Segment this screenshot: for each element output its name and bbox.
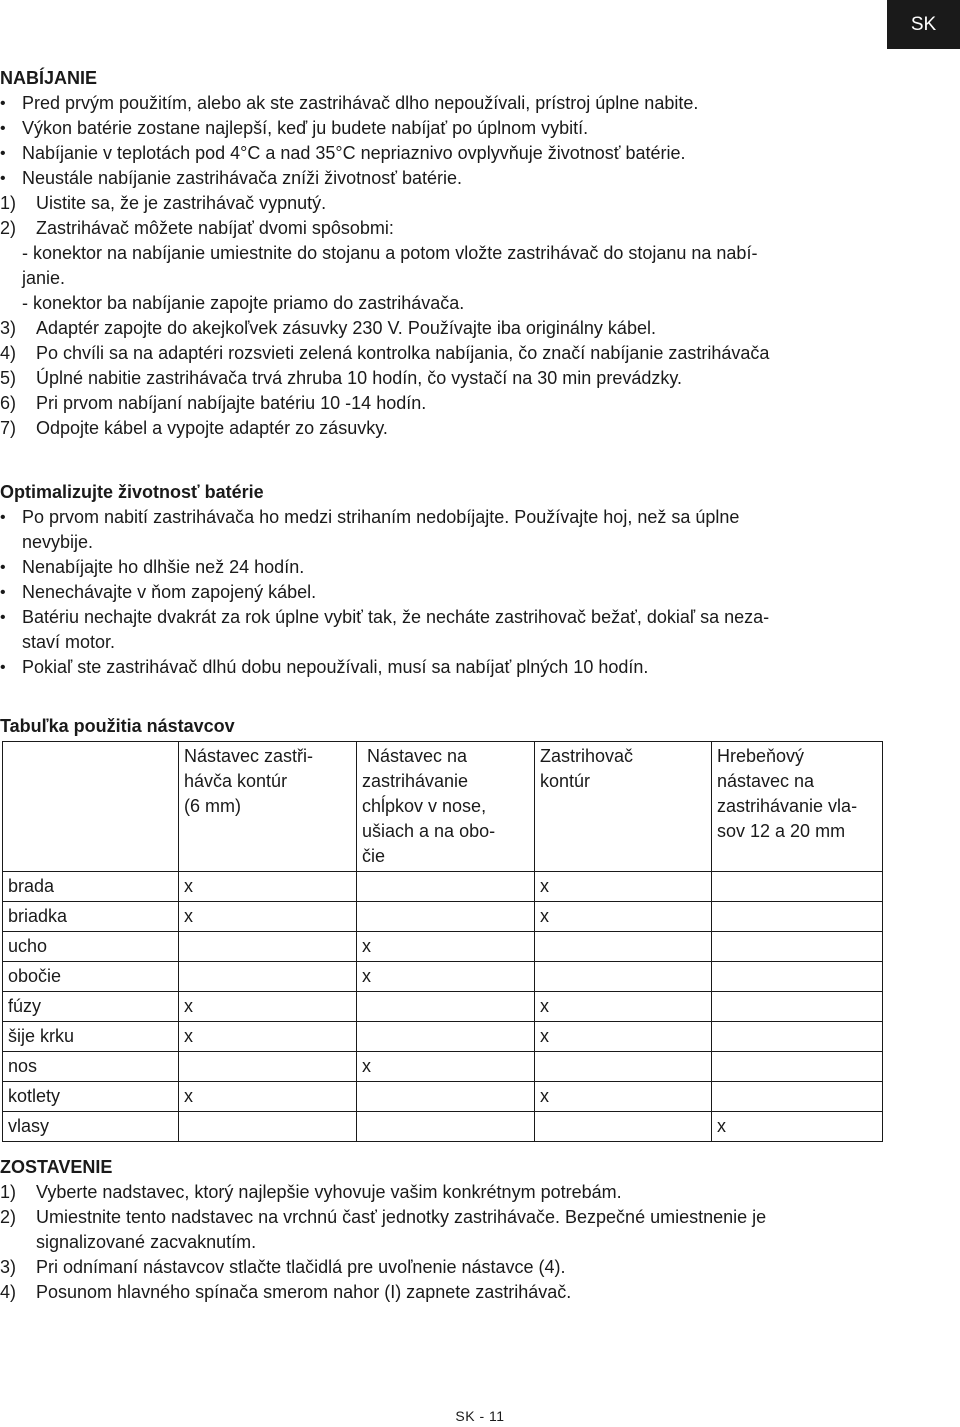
- language-tab: SK: [887, 0, 960, 49]
- step-text: Odpojte kábel a vypojte adaptér zo zásuvky.: [36, 418, 388, 438]
- step-number: 4): [0, 1282, 17, 1302]
- row-cell: x: [535, 992, 712, 1022]
- table-header-empty: [3, 742, 179, 872]
- charging-option-a: - konektor na nabíjanie umiestnite do stojanu a potom vložte zastrihávač do stojanu na nabí-: [22, 243, 758, 263]
- row-cell: [179, 932, 357, 962]
- attachment-table: [2, 741, 883, 1142]
- step-number: 1): [0, 193, 17, 213]
- optimize-section: [0, 480, 900, 680]
- optimize-bullet-cont: nevybije.: [22, 532, 94, 552]
- step-number: 6): [0, 393, 17, 413]
- row-cell: [179, 962, 357, 992]
- table-title: Tabuľka použitia nástavcov: [0, 716, 235, 736]
- row-label: briadka: [3, 902, 179, 932]
- step-text: Pri prvom nabíjaní nabíjajte batériu 10 -14 hodín.: [36, 393, 427, 413]
- row-cell: x: [179, 992, 357, 1022]
- row-cell: [357, 872, 535, 902]
- charging-bullet: • Výkon batérie zostane najlepší, keď ju budete nabíjať po úplnom vybití.: [0, 116, 960, 141]
- step-number: 3): [0, 1257, 17, 1277]
- charging-step: [0, 391, 960, 416]
- table-row: [3, 902, 883, 932]
- charging-step: [0, 366, 960, 391]
- table-row: [3, 932, 883, 962]
- step-text: Adaptér zapojte do akejkoľvek zásuvky 230 V. Používajte iba originálny kábel.: [36, 318, 656, 338]
- header-line: ušiach a na obo-: [362, 821, 496, 841]
- row-cell: [535, 1112, 712, 1142]
- row-label: nos: [3, 1052, 179, 1082]
- row-label: kotlety: [3, 1082, 179, 1112]
- row-label: šije krku: [3, 1022, 179, 1052]
- row-cell: [357, 1022, 535, 1052]
- row-label: fúzy: [3, 992, 179, 1022]
- charging-section: [0, 66, 960, 441]
- row-cell: x: [357, 962, 535, 992]
- header-line: (6 mm): [184, 796, 241, 816]
- row-cell: x: [179, 1082, 357, 1112]
- header-line: Nástavec na: [362, 746, 468, 766]
- step-number: 1): [0, 1182, 17, 1202]
- header-line: Hrebeňový: [717, 746, 805, 766]
- assembly-step: [0, 1180, 900, 1205]
- step-text: Umiestnite tento nadstavec na vrchnú časť jednotky zastrihávače. Bezpečné umiestnenie je: [36, 1207, 767, 1227]
- step-text: Pri odnímaní nástavcov stlačte tlačidlá pre uvoľnenie nástavce (4).: [36, 1257, 566, 1277]
- charging-step: [0, 216, 960, 241]
- row-cell: x: [535, 1022, 712, 1052]
- charging-step: [0, 191, 960, 216]
- row-cell: [357, 902, 535, 932]
- header-line: zastrihávanie vla-: [717, 796, 858, 816]
- row-label: brada: [3, 872, 179, 902]
- header-line: čie: [362, 846, 386, 866]
- step-number: 7): [0, 418, 17, 438]
- row-cell: [712, 992, 883, 1022]
- row-cell: [535, 962, 712, 992]
- table-header-row: [3, 742, 883, 872]
- optimize-bullet: • Batériu nechajte dvakrát za rok úplne vybiť tak, že necháte zastrihovač bežať, dokiaľ sa neza-: [0, 605, 900, 630]
- step-text: signalizované zacvaknutím.: [36, 1232, 257, 1252]
- step-text: Úplné nabitie zastrihávača trvá zhruba 10 hodín, čo vystačí na 30 min prevádzky.: [36, 368, 683, 388]
- row-cell: x: [357, 1052, 535, 1082]
- header-line: nástavec na: [717, 771, 815, 791]
- step-number: 4): [0, 343, 17, 363]
- row-cell: [712, 902, 883, 932]
- table-header-cell: [179, 742, 357, 872]
- assembly-step: [0, 1255, 900, 1280]
- row-cell: [712, 962, 883, 992]
- table-row: [3, 992, 883, 1022]
- step-number: 2): [0, 1207, 17, 1227]
- assembly-section: [0, 1155, 900, 1305]
- header-line: Zastrihovač: [540, 746, 634, 766]
- row-cell: x: [535, 872, 712, 902]
- page-number: SK - 11: [455, 1408, 505, 1424]
- row-cell: [179, 1112, 357, 1142]
- step-text: Uistite sa, že je zastrihávač vypnutý.: [36, 193, 327, 213]
- charging-bullet: • Neustále nabíjanie zastrihávača zníži životnosť batérie.: [0, 166, 960, 191]
- row-label: ucho: [3, 932, 179, 962]
- row-cell: x: [179, 872, 357, 902]
- charging-step: [0, 416, 960, 441]
- table-row: [3, 1082, 883, 1112]
- header-line: hávča kontúr: [184, 771, 288, 791]
- optimize-title: Optimalizujte životnosť batérie: [0, 482, 264, 502]
- table-header-cell: [535, 742, 712, 872]
- charging-step: [0, 341, 960, 366]
- assembly-title: ZOSTAVENIE: [0, 1157, 113, 1177]
- table-row: [3, 872, 883, 902]
- table-row: [3, 1022, 883, 1052]
- optimize-bullet-cont: staví motor.: [22, 632, 116, 652]
- charging-option-a-cont: janie.: [22, 268, 66, 288]
- row-cell: [535, 1052, 712, 1082]
- header-line: chĺpkov v nose,: [362, 796, 487, 816]
- row-cell: x: [712, 1112, 883, 1142]
- row-cell: [712, 1052, 883, 1082]
- charging-bullet: • Nabíjanie v teplotách pod 4°C a nad 35°C nepriaznivo ovplyvňuje životnosť batérie.: [0, 141, 960, 166]
- step-number: 2): [0, 218, 17, 238]
- row-cell: [357, 992, 535, 1022]
- optimize-bullet: • Nenechávajte v ňom zapojený kábel.: [0, 580, 900, 605]
- step-number: 3): [0, 318, 17, 338]
- charging-title: NABÍJANIE: [0, 68, 98, 88]
- assembly-step: [0, 1280, 900, 1305]
- table-row: [3, 1052, 883, 1082]
- charging-option-b: - konektor ba nabíjanie zapojte priamo do zastrihávača.: [22, 293, 465, 313]
- row-cell: [712, 1022, 883, 1052]
- row-cell: x: [535, 1082, 712, 1112]
- optimize-bullet: • Nenabíjajte ho dlhšie než 24 hodín.: [0, 555, 900, 580]
- header-line: kontúr: [540, 771, 591, 791]
- row-cell: [357, 1082, 535, 1112]
- table-header-cell: [712, 742, 883, 872]
- table-header-cell: [357, 742, 535, 872]
- header-line: Nástavec zastři-: [184, 746, 314, 766]
- optimize-bullet: • Pokiaľ ste zastrihávač dlhú dobu nepoužívali, musí sa nabíjať plných 10 hodín.: [0, 655, 900, 680]
- assembly-step: [0, 1205, 900, 1230]
- row-cell: x: [179, 1022, 357, 1052]
- step-text: Zastrihávač môžete nabíjať dvomi spôsobmi:: [36, 218, 394, 238]
- charging-step: [0, 316, 960, 341]
- step-text: Po chvíli sa na adaptéri rozsvieti zelená kontrolka nabíjania, čo značí nabíjanie zastrihávača: [36, 343, 770, 363]
- row-cell: x: [357, 932, 535, 962]
- row-label: obočie: [3, 962, 179, 992]
- row-cell: x: [535, 902, 712, 932]
- row-cell: [712, 1082, 883, 1112]
- step-text: Posunom hlavného spínača smerom nahor (I) zapnete zastrihávač.: [36, 1282, 572, 1302]
- row-label: vlasy: [3, 1112, 179, 1142]
- assembly-step-cont: [0, 1230, 900, 1255]
- header-line: sov 12 a 20 mm: [717, 821, 846, 841]
- optimize-bullet: • Po prvom nabití zastrihávača ho medzi strihaním nedobíjajte. Používajte hoj, než sa úplne: [0, 505, 900, 530]
- step-number-empty: [0, 1230, 36, 1255]
- row-cell: [179, 1052, 357, 1082]
- table-row: [3, 1112, 883, 1142]
- attachment-table-section: [0, 714, 883, 1142]
- row-cell: [712, 872, 883, 902]
- row-cell: [357, 1112, 535, 1142]
- row-cell: x: [179, 902, 357, 932]
- row-cell: [712, 932, 883, 962]
- charging-bullet: • Pred prvým použitím, alebo ak ste zastrihávač dlho nepoužívali, prístroj úplne nabite.: [0, 91, 960, 116]
- table-row: [3, 962, 883, 992]
- step-number: 5): [0, 368, 17, 388]
- step-text: Vyberte nadstavec, ktorý najlepšie vyhovuje vašim konkrétnym potrebám.: [36, 1182, 622, 1202]
- header-line: zastrihávanie: [362, 771, 469, 791]
- row-cell: [535, 932, 712, 962]
